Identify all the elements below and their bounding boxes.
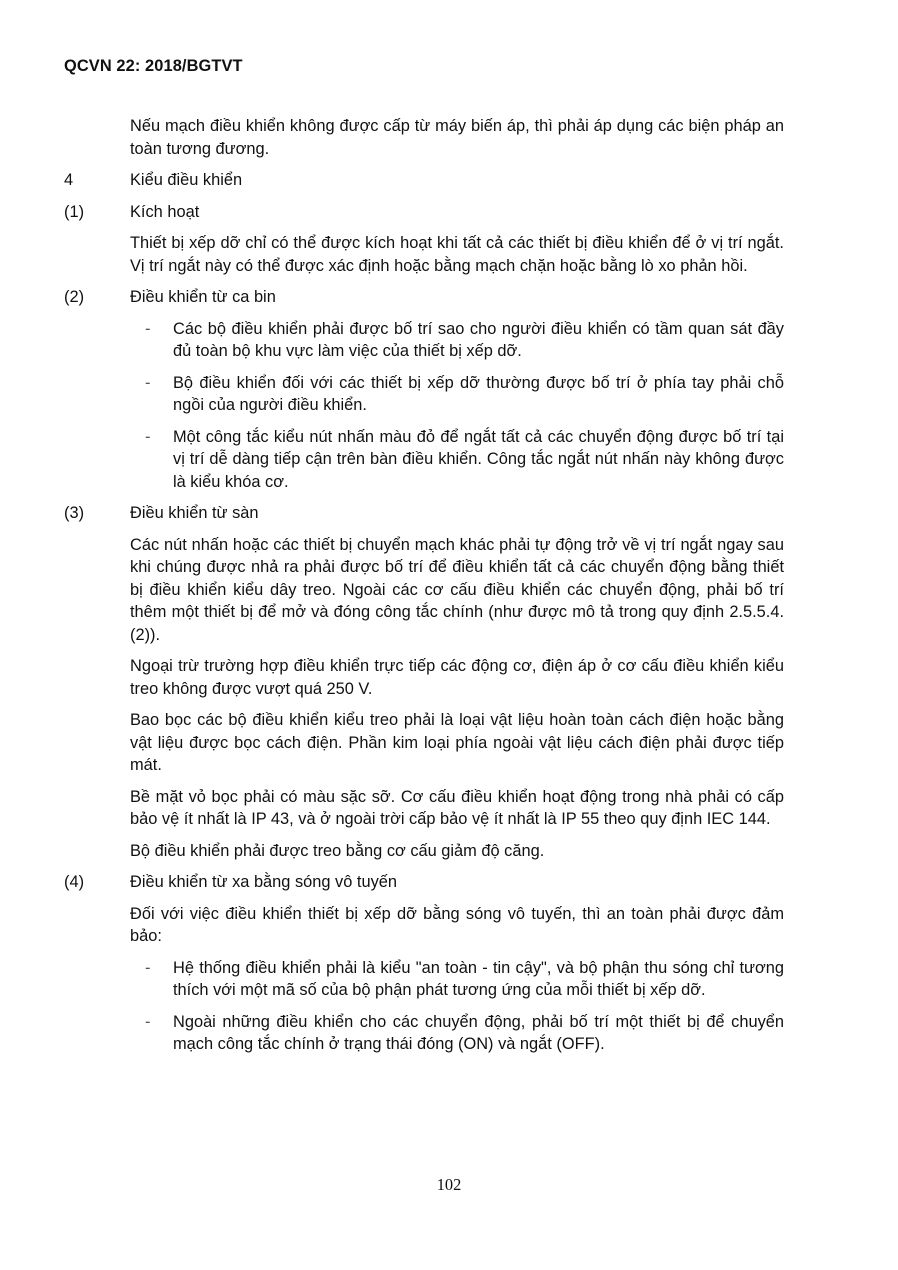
subsection-number: (2) [64, 288, 85, 306]
subsection-2-heading [64, 286, 784, 309]
subsection-number: (4) [64, 873, 85, 891]
section-4-heading [64, 169, 784, 192]
intro-paragraph: Nếu mạch điều khiển không được cấp từ máy biến áp, thì phải áp dụng các biện pháp an toàn tương đương. [130, 117, 784, 158]
bullet-dash: - [145, 319, 151, 338]
bullet-item [130, 426, 784, 494]
subsection-3-paragraph: Bao bọc các bộ điều khiển kiểu treo phải là loại vật liệu hoàn toàn cách điện hoặc bằng vật liệu được bọc cách điện. Phần kim loại phía ngoài vật liệu cách điện phải được tiếp mát. [130, 711, 784, 774]
subsection-3-paragraph: Các nút nhấn hoặc các thiết bị chuyển mạch khác phải tự động trở về vị trí ngắt ngay sau khi chúng được nhả ra phải được bố trí để điều khiển tất cả các chuyển động bằng thiết bị điều khiển kiểu dây treo. Ngoài các cơ cấu điều khiển các chuyển động, phải bố trí thêm một thiết bị để mở và đóng công tắc chính (như được mô tả trong quy định 2.5.5.4.(2)). [130, 535, 784, 644]
section-title: Kiểu điều khiển [130, 171, 243, 189]
subsection-title: Điều khiển từ sàn [130, 504, 259, 522]
subsection-3-paragraph: Ngoại trừ trường hợp điều khiển trực tiếp các động cơ, điện áp ở cơ cấu điều khiển kiểu treo không được vượt quá 250 V. [130, 657, 784, 698]
subsection-number: (3) [64, 504, 85, 522]
bullet-text: Hệ thống điều khiển phải là kiểu "an toàn - tin cậy", và bộ phận thu sóng chỉ tương thích với một mã số của bộ phận phát tương ứng của mỗi thiết bị xếp dỡ. [173, 958, 784, 999]
bullet-text: Các bộ điều khiển phải được bố trí sao cho người điều khiển có tầm quan sát đầy đủ toàn bộ khu vực làm việc của thiết bị xếp dỡ. [173, 319, 784, 360]
bullet-text: Một công tắc kiểu nút nhấn màu đỏ để ngắt tất cả các chuyển động được bố trí tại vị trí dễ dàng tiếp cận trên bàn điều khiển. Công tắc ngắt nút nhấn này không được là kiểu khóa cơ. [173, 427, 784, 491]
subsection-1-paragraph: Thiết bị xếp dỡ chỉ có thể được kích hoạt khi tất cả các thiết bị điều khiển để ở vị trí ngắt. Vị trí ngắt này có thể được xác định hoặc bằng mạch chặn hoặc bằng lò xo phản hồi. [130, 234, 784, 275]
bullet-dash: - [145, 958, 151, 977]
subsection-4-heading [64, 871, 784, 894]
bullet-dash: - [145, 427, 151, 446]
subsection-3-paragraph: Bề mặt vỏ bọc phải có màu sặc sỡ. Cơ cấu điều khiển hoạt động trong nhà phải có cấp bảo vệ ít nhất là IP 43, và ở ngoài trời cấp bảo vệ ít nhất là IP 55 theo quy định IEC 144. [130, 787, 784, 828]
subsection-title: Điều khiển từ ca bin [130, 288, 276, 306]
subsection-4-paragraph: Đối với việc điều khiển thiết bị xếp dỡ bằng sóng vô tuyến, thì an toàn phải được đảm bảo: [130, 904, 784, 945]
bullet-item [130, 318, 784, 363]
subsection-title: Kích hoạt [130, 202, 200, 221]
bullet-text: Bộ điều khiển đối với các thiết bị xếp dỡ thường được bố trí ở phía tay phải chỗ ngồi của người điều khiển. [173, 373, 784, 414]
document-code-header: QCVN 22: 2018/BGTVT [64, 57, 243, 75]
subsection-3-paragraph: Bộ điều khiển phải được treo bằng cơ cấu giảm độ căng. [130, 841, 545, 860]
page-number: 102 [436, 1175, 462, 1194]
bullet-item [130, 1011, 784, 1056]
subsection-4-bullet-list [130, 957, 784, 1056]
subsection-1-heading [64, 201, 784, 224]
page-content [64, 115, 784, 1065]
section-number: 4 [64, 171, 74, 189]
bullet-item [130, 957, 784, 1002]
subsection-number: (1) [64, 202, 85, 221]
bullet-dash: - [145, 373, 151, 392]
bullet-text: Ngoài những điều khiển cho các chuyển động, phải bố trí một thiết bị để chuyển mạch công tắc chính ở trạng thái đóng (ON) và ngắt (OFF). [173, 1012, 784, 1053]
subsection-title: Điều khiển từ xa bằng sóng vô tuyến [130, 873, 398, 891]
bullet-dash: - [145, 1012, 151, 1031]
subsection-2-bullet-list [130, 318, 784, 494]
subsection-3-heading [64, 502, 784, 525]
bullet-item [130, 372, 784, 417]
